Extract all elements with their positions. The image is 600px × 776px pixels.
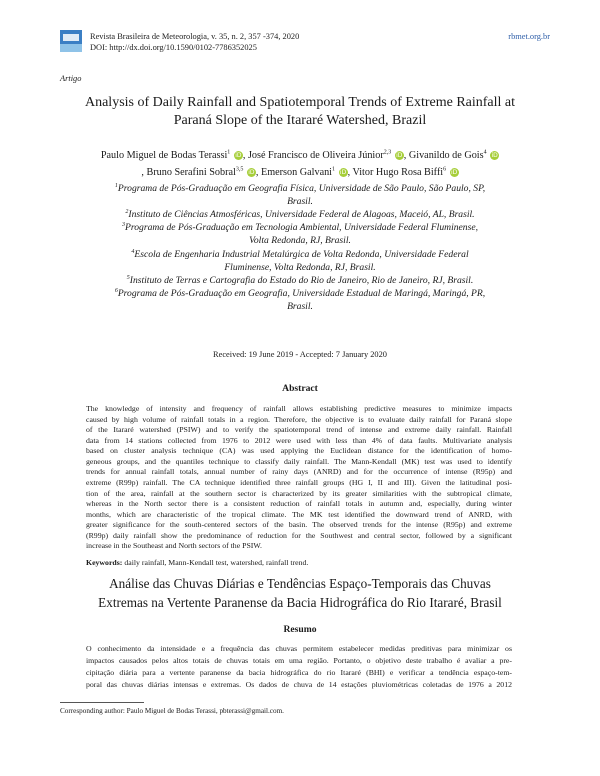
author-affiliation-ref: 6 [443,166,447,173]
orcid-icon[interactable]: iD [248,169,255,176]
portuguese-title-line-1: Análise das Chuvas Diárias e Tendências Espaço-Temporais das Chuvas [109,576,491,591]
abstract-line: based on cluster analysis technique (CA) was used applying the Euclidean distance for the identification of homo- [86,446,512,455]
abstract-line: geneous groups, and the quantiles technique to classify daily rainfall. The Mann-Kendall (MK) test was used to identify [86,457,512,466]
affiliation-5: $^5$Instituto de Terras e Cartografia do Estado do Rio de Janeiro, Rio de Janeiro, RJ, Brasil. [126,274,474,286]
author-name: Vitor Hugo Rosa Biffi [352,167,444,178]
abstract-line: The knowledge of intensity and frequency of rainfall allows establishing predictive measures to minimize impacts [86,404,512,413]
author-affiliation-ref: 3,5 [235,166,244,173]
abstract-line: whereas in the North sector there is a consistent reduction of rainfall totals in autumn and, especially, during winter [86,499,512,508]
affiliation-1-cont: Brasil. [287,196,313,207]
orcid-icon[interactable]: iD [235,152,242,159]
article-title-line-1: Analysis of Daily Rainfall and Spatiotemporal Trends of Extreme Rainfall at [84,95,516,110]
abstract-line: extreme (R99p) rainfall. The CA technique identified three rainfall groups (HG I, II and III). Given the latitudinal posi- [86,478,512,487]
affiliation-2: $^2$Instituto de Ciências Atmosféricas, Universidade Federal de Alagoas, Maceió, AL, Brasil. [125,208,475,220]
resumo-line: O conhecimento da intensidade e a frequência das chuvas permitem estabelecer medidas preditivas para minimizar os [86,644,512,653]
resumo-heading: Resumo [283,624,317,635]
resumo-line: impactos causados pelos altos totais de chuvas totais em uma região. Portanto, o objetivo deste trabalho é avaliar a pre- [86,656,512,665]
footnote-divider [60,702,144,703]
portuguese-title-line-2: Extremas na Vertente Paranense da Bacia Hidrográfica do Rio Itararé, Brasil [98,595,502,610]
author-name: Emerson Galvani [261,167,333,178]
resumo-line: cipitação diária para a vertente paranense da bacia hidrográfica do rio Itararé (BHI) e verificar a tendência espaço-tem- [86,668,512,677]
journal-site-link[interactable]: rbmet.org.br [508,32,550,41]
rbmet-logo-icon [60,30,82,52]
affiliation-1: $^1$Programa de Pós-Graduação em Geografia Física, Universidade de São Paulo, São Paulo, SP, [114,182,486,194]
author-name: José Francisco de Oliveira Júnior [247,150,384,161]
abstract-line: (R99p) daily rainfall show the predominance of reduction for the Southwest and central sector, followed by a significant [86,531,512,540]
abstract-line: caused by high volume of rainfall totals in a region. Therefore, the objective is to evaluate daily rainfall for Paraná slope [86,415,512,424]
affiliation-4: $^4$Escola de Engenharia Industrial Metalúrgica de Volta Redonda, Universidade Federal [131,248,469,260]
affiliation-3-cont: Volta Redonda, RJ, Brasil. [249,235,351,246]
orcid-icon[interactable]: iD [339,169,347,176]
abstract-line: of the Itararé watershed (PSIW) and to verify the spatiotemporal trend of intense and extreme daily rainfall. Rainfall [86,425,512,434]
journal-header [60,28,550,56]
section-label: Artigo [60,74,82,83]
author-name: Givanildo de Gois [408,150,484,161]
resumo-line: poral das chuvas diárias intensas e extremas. Os dados de chuva de 14 estações pluviométricas coletadas de 1976 a 2012 [86,680,512,689]
received-accepted-dates: Received: 19 June 2019 - Accepted: 7 January 2020 [213,350,387,359]
author-affiliation-ref: 2,3 [383,149,392,156]
abstract-line: tion of the area, rainfall at the southern sector is characterized by its greater similarities with the subtropical climate, [86,489,512,498]
authors-line-2: , Bruno Serafini Sobral$^{3,5}$ iD, Emerson Galvani$^1$ iD, Vitor Hugo Rosa Biffi$^6$ iD [141,166,458,178]
affiliation-3: $^3$Programa de Pós-Graduação em Tecnologia Ambiental, Universidade Federal Fluminense, [122,221,478,233]
abstract-line: increase in the Southeast and North sectors of the PSIW. [86,541,262,550]
abstract-line: data from 14 stations collected from 1976 to 2012 were used with less than 4% of data faults. Multivariate analysis [86,436,512,445]
keywords-list: daily rainfall, Mann-Kendall test, watershed, rainfall trend. [124,558,309,567]
author-name: Bruno Serafini Sobral [146,167,236,178]
doi-link[interactable]: DOI: http://dx.doi.org/10.1590/0102-7786352025 [90,43,257,52]
corresponding-author-footnote: Corresponding author: Paulo Miguel de Bodas Terassi, pbterassi@gmail.com. [60,707,284,715]
author-affiliation-ref: 4 [483,149,487,156]
abstract-line: months, which are characteristic of the tropical climate. The MK test identified the downward trend of ANRD, with [86,510,512,519]
orcid-icon[interactable]: iD [396,152,403,159]
orcid-icon[interactable]: iD [491,152,498,159]
abstract-heading: Abstract [282,383,318,394]
keywords-label: Keywords: [86,558,123,567]
orcid-icon[interactable]: iD [450,169,458,176]
journal-citation: Revista Brasileira de Meteorologia, v. 35, n. 2, 357 -374, 2020 [90,32,300,41]
author-affiliation-ref: 1 [227,149,231,156]
author-name: Paulo Miguel de Bodas Terassi [100,150,228,161]
affiliation-6: $^6$Programa de Pós-Graduação em Geografia, Universidade Estadual de Maringá, Maringá, PR, [114,287,486,299]
author-affiliation-ref: 1 [332,166,336,173]
abstract-line: greater significance for the south-centered sectors of the basin. The observed trends for the intense (R95p) and extreme [86,520,512,529]
keywords [86,558,308,567]
authors-line-1: Paulo Miguel de Bodas Terassi$^1$ iD, José Francisco de Oliveira Júnior$^{2,3}$ iD, Givanildo de Gois$^4$ iD [100,149,498,161]
affiliation-6-cont: Brasil. [287,301,313,312]
abstract-line: trends for annual rainfall totals, annual number of rainy days (ANRD) and for the occurrence of intense (R95p) and [86,467,512,476]
affiliation-4-cont: Fluminense, Volta Redonda, RJ, Brasil. [224,262,376,273]
article-title-line-2: Paraná Slope of the Itararé Watershed, Brazil [173,113,427,128]
